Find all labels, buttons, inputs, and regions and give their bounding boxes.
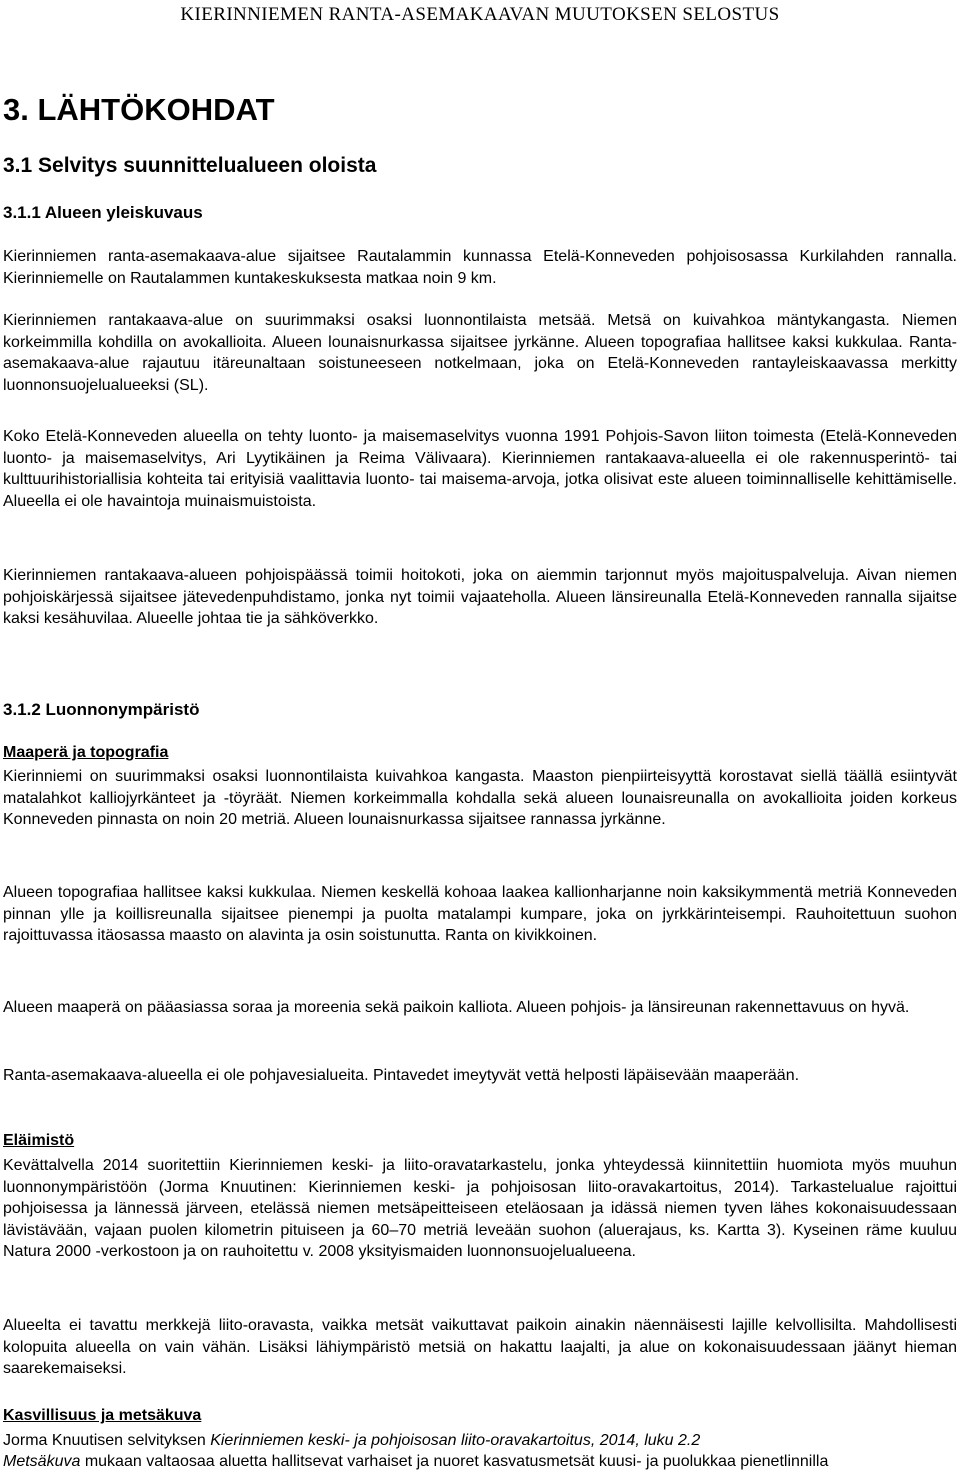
vegetation-line-2 <box>3 1451 957 1473</box>
vegetation-text: mukaan valtaosaa aluetta hallitsevat varhaiset ja nuoret kasvatusmetsät kuusi- ja puolukkaa pienetlinnilla <box>80 1453 829 1470</box>
paragraph: Alueen maaperä on pääasiassa soraa ja moreenia sekä paikoin kalliota. Alueen pohjois- ja länsireunan rakennettavuus on hyvä. <box>3 999 910 1016</box>
subsection-title: 3.1 Selvitys suunnittelualueen oloista <box>3 154 377 177</box>
paragraph: Alueelta ei tavattu merkkejä liito-oravasta, vaikka metsät vaikuttavat paikoin ainakin näennäisesti lajille kelvollisilta. Mahdollisesti kolopuita alueella on vain vähän. Lisäksi lähiympäristö metsiä on hakattu laajalti, ja alue on kokonaisuudessaan jäänyt hieman saarekemaiseksi. <box>3 1317 957 1378</box>
vegetation-line-1 <box>3 1430 957 1452</box>
vegetation-heading: Kasvillisuus ja metsäkuva <box>3 1407 202 1424</box>
paragraph: Kierinniemen rantakaava-alueen pohjoispäässä toimii hoitokoti, joka on aiemmin tarjonnut myös majoituspalveluja. Aivan niemen pohjoiskärjessä sijaitsee jätevedenpuhdistamo, jonka nyt toimii vajaateholla. Alueen länsireunalla Etelä-Konneveden rannalla sijaitse kaksi kesähuvilaa. Alueelle johtaa tie ja sähköverkko. <box>3 567 957 628</box>
vegetation-citation: Kierinniemen keski- ja pohjoisosan liito-oravakartoitus, 2014, luku 2.2 <box>210 1432 701 1449</box>
subsubsection-title-1: 3.1.1 Alueen yleiskuvaus <box>3 203 203 222</box>
subsubsection-title-2: 3.1.2 Luonnonympäristö <box>3 700 200 719</box>
paragraph: Koko Etelä-Konneveden alueella on tehty luonto- ja maisemaselvitys vuonna 1991 Pohjois-Savon liiton toimesta (Etelä-Konneveden luonto- ja maisemaselvitys, Ari Lyytikäinen ja Reima Välivaara). Kierinniemen rantakaava-alueella ei ole rakennusperintö- tai kulttuurihistoriallisia kohteita tai erityisiä vaalittavia luonto- tai maisema-arvoja, jotka olisivat este alueen toiminnalliselle kehittämiselle. Alueella ei ole havaintoja muinaismuistoista. <box>3 428 957 510</box>
soil-heading: Maaperä ja topografia <box>3 744 169 761</box>
section-title: 3. LÄHTÖKOHDAT <box>3 92 275 127</box>
running-header: KIERINNIEMEN RANTA-ASEMAKAAVAN MUUTOKSEN SELOSTUS <box>180 4 780 25</box>
vegetation-text: Jorma Knuutisen selvityksen <box>3 1432 211 1449</box>
paragraph: Kierinniemen ranta-asemakaava-alue sijaitsee Rautalammin kunnassa Etelä-Konneveden pohjoisosassa Kurkilahden rannalla. Kierinniemelle on Rautalammen kuntakeskuksesta matkaa noin 9 km. <box>3 248 957 287</box>
paragraph: Ranta-asemakaava-alueella ei ole pohjavesialueita. Pintavedet imeytyvät vettä helposti läpäisevään maaperään. <box>3 1067 800 1084</box>
paragraph: Kevättalvella 2014 suoritettiin Kierinniemen keski- ja liito-oravatarkastelu, jonka yhteydessä kiinnitettiin huomiota myös muuhun luonnonympäristöön (Jorma Knuutinen: Kierinniemen keski- ja pohjoisosan liito-oravakartoitus, 2014). Tarkastelualue rajoittui pohjoisessa ja lännessä järveen, etelässä niemen metsäpeitteiseen eteläosaan ja idässä niemen tyven lähes kokonaisuudessaan lävistävään, vajaan puolen kilometrin pituiseen ja 60–70 metriä leveään suohon (aluerajaus, ks. Kartta 3). Kyseinen räme kuuluu Natura 2000 -verkostoon ja on rauhoitettu v. 2008 yksityismaiden luonnonsuojelualueena. <box>3 1157 957 1261</box>
vegetation-citation: Metsäkuva <box>3 1453 81 1470</box>
paragraph: Alueen topografiaa hallitsee kaksi kukkulaa. Niemen keskellä kohoaa laakea kallionharjanne noin kaksikymmentä metriä Konneveden pinnan ylle ja koillisreunalla sijaitsee pienempi ja puolta matalampi kumpare, joka on jyrkkärinteisempi. Rauhoitettuun suohon rajoittuvassa itäosassa maasto on alavinta ja osin soistunutta. Ranta on kivikkoinen. <box>3 884 957 945</box>
paragraph: Kierinniemen rantakaava-alue on suurimmaksi osaksi luonnontilaista metsää. Metsä on kuivahkoa mäntykangasta. Niemen korkeimmilla kohdilla on avokallioita. Alueen lounaisnurkassa sijaitsee jyrkänne. Alueen topografiaa hallitsee kaksi kukkulaa. Ranta-asemakaava-alue rajautuu itäreunaltaan soistuneeseen notkelmaan, joka on Etelä-Konneveden rantayleiskaavassa merkitty luonnonsuojelualueeksi (SL). <box>3 312 957 394</box>
paragraph: Kierinniemi on suurimmaksi osaksi luonnontilaista kuivahkoa kangasta. Maaston pienpiirteisyyttä korostavat siellä täällä esiintyvät matalahkot kalliojyrkänteet ja -töyräät. Niemen korkeimmalla kohdalla sekä alueen lounaisreunalla on avokallioita joiden korkeus Konneveden pinnasta on noin 20 metriä. Alueen lounaisnurkassa sijaitsee rannassa jyrkänne. <box>3 768 957 829</box>
fauna-heading: Eläimistö <box>3 1132 75 1149</box>
